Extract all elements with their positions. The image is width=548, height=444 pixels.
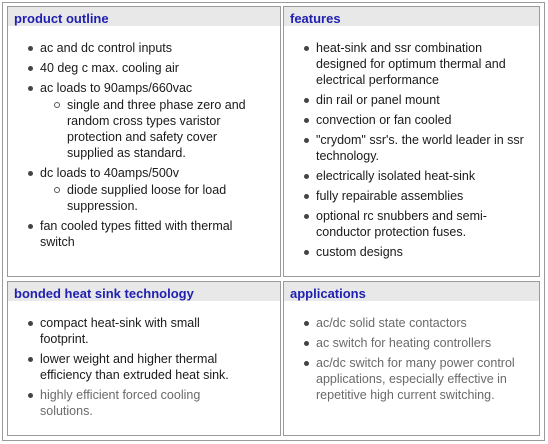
list-item: lower weight and higher thermal efficiency than extruded heat sink. xyxy=(40,351,250,383)
applications-list xyxy=(316,315,516,407)
list-item xyxy=(40,40,268,56)
list-item: ac switch for heating controllers xyxy=(316,335,516,351)
list-item: din rail or panel mount xyxy=(316,92,526,108)
product-outline-cell xyxy=(7,6,281,277)
list-item: convection or fan cooled xyxy=(316,112,526,128)
list-item: custom designs xyxy=(316,244,526,260)
item-text: dc loads to 40amps/500v xyxy=(40,166,179,180)
list-item: ac/dc solid state contactors xyxy=(316,315,516,331)
sub-list xyxy=(67,182,247,214)
product-outline-list xyxy=(40,40,268,254)
list-item: highly efficient forced cooling solutions. xyxy=(40,387,250,419)
item-text: 40 deg c max. cooling air xyxy=(40,61,179,75)
applications-title: applications xyxy=(284,282,539,301)
info-table xyxy=(2,2,545,441)
list-item xyxy=(40,80,268,161)
item-text: ac and dc control inputs xyxy=(40,41,173,55)
list-item: optional rc snubbers and semi-conductor protection fuses. xyxy=(316,208,526,240)
bonded-heat-sink-cell xyxy=(7,281,281,436)
list-item: "crydom" ssr's. the world leader in ssr technology. xyxy=(316,132,526,164)
item-text: ac loads to 90amps/660vac xyxy=(40,81,193,95)
list-item xyxy=(40,60,268,76)
sub-list-item: diode supplied loose for load suppression. xyxy=(67,182,247,214)
features-cell xyxy=(283,6,540,277)
list-item: fan cooled types fitted with thermal switch xyxy=(40,218,268,250)
bonded-heat-sink-list xyxy=(40,315,250,423)
sub-list-item: single and three phase zero and random cross types varistor protection and safety cover supplied as standard. xyxy=(67,98,246,160)
sub-list xyxy=(67,97,247,161)
product-outline-title: product outline xyxy=(8,7,280,26)
list-item: ac/dc switch for many power control applications, especially effective in repetitive high current switching. xyxy=(316,356,515,402)
list-item: heat-sink and ssr combination designed for optimum thermal and electrical performance xyxy=(316,40,526,88)
list-item: compact heat-sink with small footprint. xyxy=(40,315,250,347)
list-item: fully repairable assemblies xyxy=(316,188,526,204)
features-title: features xyxy=(284,7,539,26)
bonded-heat-sink-title: bonded heat sink technology xyxy=(8,282,280,301)
list-item xyxy=(40,165,268,214)
applications-cell xyxy=(283,281,540,436)
list-item: electrically isolated heat-sink xyxy=(316,168,526,184)
features-list xyxy=(316,40,526,264)
